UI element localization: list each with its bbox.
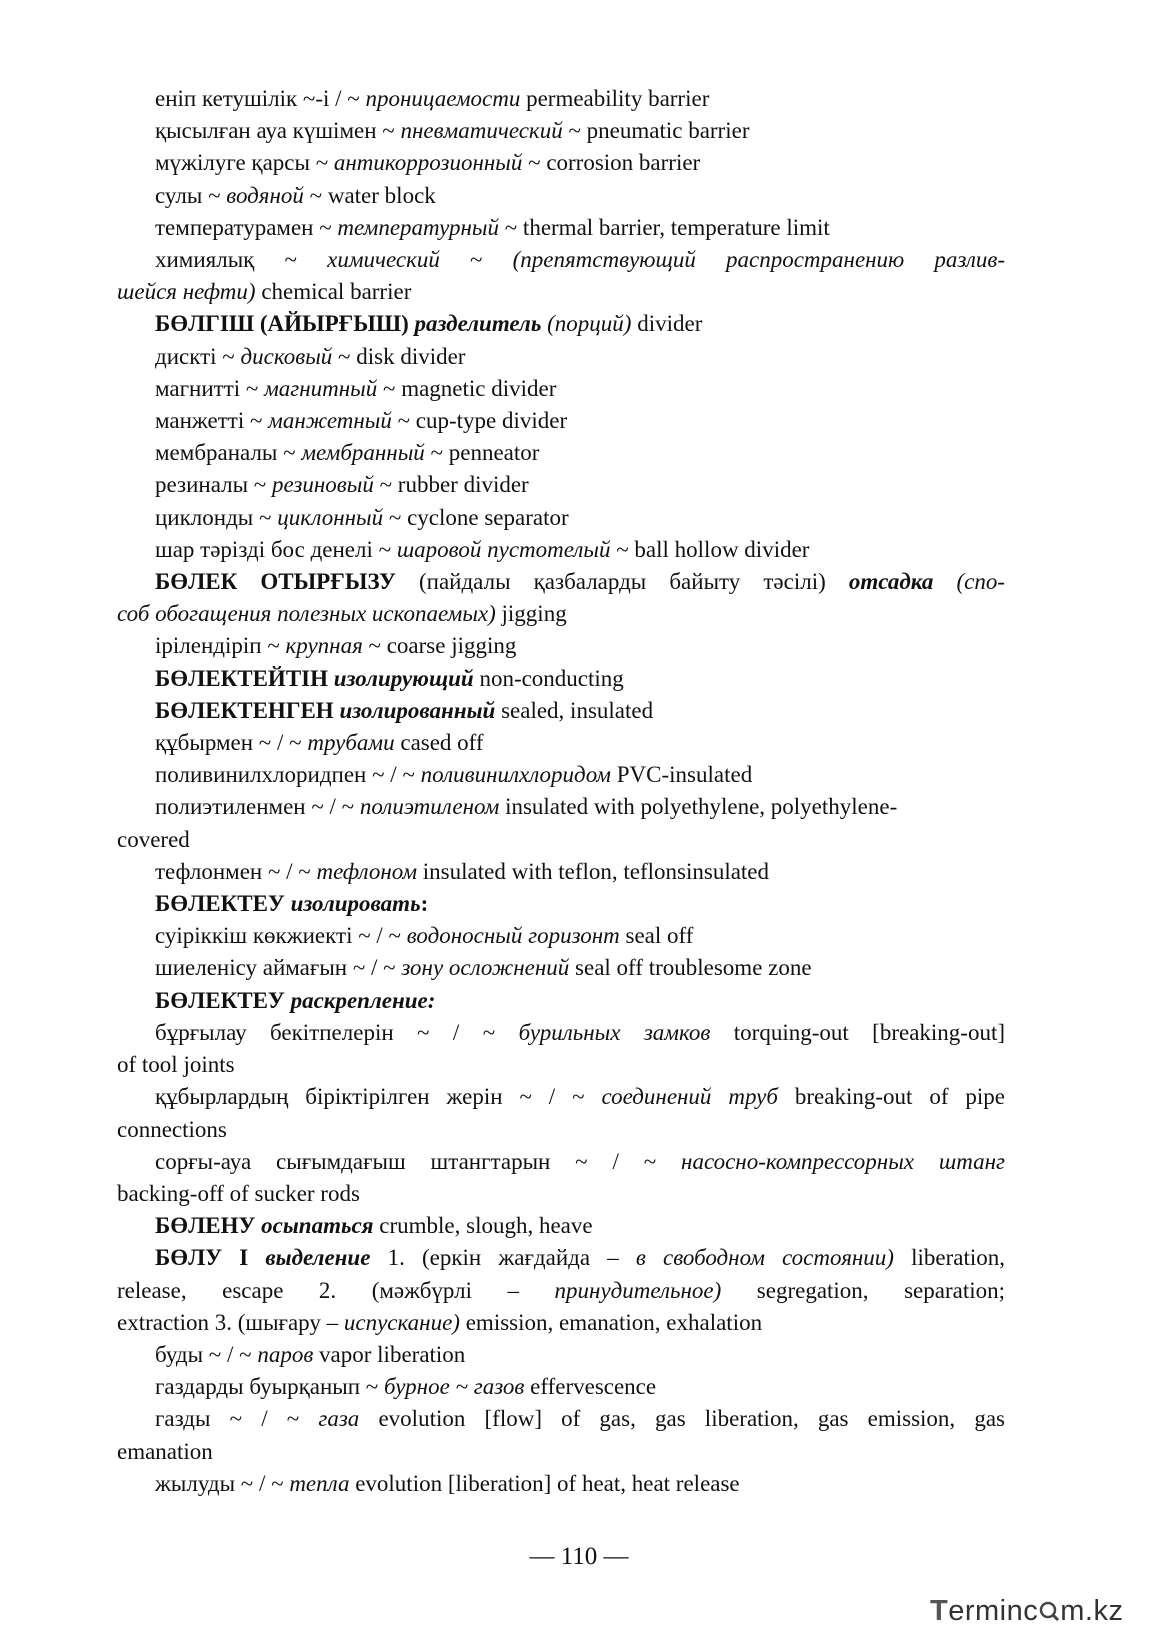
dictionary-line bbox=[117, 212, 1005, 244]
text-segment: полиэтиленом bbox=[359, 794, 500, 820]
text-segment: дисковый bbox=[240, 343, 333, 369]
text-segment: поливинилхлоридпен ~ / ~ bbox=[155, 762, 421, 788]
text-segment: БӨЛЕК ОТЫРҒЫЗУ bbox=[155, 569, 396, 595]
logo-magnifier-icon bbox=[1038, 1595, 1060, 1628]
text-segment: газдарды буырқанып ~ bbox=[155, 1374, 385, 1400]
dictionary-line bbox=[117, 598, 1005, 630]
dictionary-line bbox=[117, 373, 1005, 405]
dictionary-line bbox=[117, 759, 1005, 791]
dictionary-line bbox=[117, 1339, 1005, 1371]
text-segment: cased off bbox=[394, 730, 484, 756]
text-segment: изолирующий bbox=[333, 665, 474, 691]
text-segment: seal off troublesome zone bbox=[569, 955, 812, 981]
text-segment: ~ bbox=[439, 247, 513, 273]
dictionary-line bbox=[117, 856, 1005, 888]
dictionary-line bbox=[117, 695, 1005, 727]
text-segment: резиновый bbox=[271, 472, 374, 498]
text-segment: connections bbox=[117, 1116, 227, 1142]
dictionary-line bbox=[117, 952, 1005, 984]
dictionary-line bbox=[117, 1468, 1005, 1500]
text-segment: ~ pneumatic barrier bbox=[562, 118, 750, 144]
termincom-logo bbox=[930, 1595, 1150, 1637]
text-segment: температурный bbox=[337, 214, 499, 240]
dictionary-line bbox=[117, 180, 1005, 212]
dictionary-line bbox=[117, 276, 1005, 308]
text-segment: segregation, separation; bbox=[721, 1277, 1005, 1303]
text-segment: divider bbox=[631, 311, 703, 337]
text-segment: extraction 3. (шығару – bbox=[117, 1309, 344, 1335]
dictionary-line bbox=[117, 1049, 1005, 1081]
text-segment: газды ~ / ~ bbox=[155, 1406, 319, 1432]
text-segment: : bbox=[420, 891, 429, 917]
text-segment: құбырмен ~ / ~ bbox=[155, 730, 308, 756]
text-segment: crumble, slough, heave bbox=[373, 1213, 593, 1239]
text-segment: пневматический bbox=[400, 118, 563, 144]
text-segment: осыпаться bbox=[261, 1213, 374, 1239]
dictionary-line bbox=[117, 115, 1005, 147]
text-segment: insulated with polyethylene, polyethylene- bbox=[499, 794, 898, 820]
dictionary-line bbox=[117, 630, 1005, 662]
text-segment: ~ magnetic divider bbox=[377, 375, 557, 401]
dictionary-line bbox=[117, 1242, 1005, 1274]
text-segment: полиэтиленмен ~ / ~ bbox=[155, 794, 360, 820]
dictionary-line bbox=[117, 663, 1005, 695]
text-segment: насосно-компрессорных штанг bbox=[681, 1148, 1005, 1174]
text-segment: суіріккіш көкжиекті ~ / ~ bbox=[155, 923, 407, 949]
text-segment: ~ cyclone separator bbox=[383, 504, 569, 530]
dictionary-line bbox=[117, 791, 1005, 823]
text-segment: проницаемости bbox=[365, 86, 521, 111]
text-segment: магнитті ~ bbox=[155, 375, 265, 401]
text-segment: of tool joints bbox=[117, 1052, 235, 1078]
dictionary-line bbox=[117, 1403, 1005, 1435]
text-segment: циклонный bbox=[277, 504, 384, 530]
dictionary-line bbox=[117, 147, 1005, 179]
dictionary-line bbox=[117, 534, 1005, 566]
dictionary-page-body bbox=[117, 83, 1005, 1500]
text-segment: разделитель bbox=[414, 311, 542, 337]
text-segment: бурное ~ газов bbox=[384, 1374, 525, 1400]
text-segment: шейся нефти) bbox=[117, 279, 256, 305]
text-segment: циклонды ~ bbox=[155, 504, 278, 530]
dictionary-line bbox=[117, 1178, 1005, 1210]
dictionary-line bbox=[117, 1114, 1005, 1146]
logo-letter-t: T bbox=[930, 1595, 949, 1627]
text-segment: химический bbox=[327, 247, 440, 273]
text-segment: шар тәрізді бос денелі ~ bbox=[155, 536, 397, 562]
text-segment: в свободном состоянии) bbox=[635, 1245, 894, 1271]
logo-text-part2: m.kz bbox=[1060, 1595, 1124, 1627]
dictionary-line bbox=[117, 1146, 1005, 1178]
text-segment bbox=[933, 569, 956, 594]
text-segment: антикоррозионный bbox=[333, 150, 523, 176]
text-segment: соединений труб bbox=[601, 1084, 778, 1110]
text-segment: шиеленісу аймағын ~ / ~ bbox=[155, 955, 402, 981]
dictionary-line bbox=[117, 566, 1005, 598]
dictionary-line bbox=[117, 824, 1005, 856]
dictionary-line bbox=[117, 308, 1005, 340]
text-segment: мембраналы ~ bbox=[155, 440, 302, 466]
dictionary-line bbox=[117, 405, 1005, 437]
text-segment: liberation, bbox=[893, 1245, 1005, 1271]
text-segment: (спо- bbox=[956, 569, 1006, 595]
text-segment: бурильных замков bbox=[518, 1019, 711, 1045]
text-segment: химиялық ~ bbox=[155, 247, 328, 273]
text-segment: sealed, insulated bbox=[495, 697, 654, 723]
text-segment: БӨЛЕНУ bbox=[155, 1213, 262, 1239]
text-segment: принудительное) bbox=[554, 1277, 722, 1303]
text-segment: испускание) bbox=[343, 1309, 460, 1335]
text-segment: insulated with teflon, teflonsinsulated bbox=[417, 858, 770, 884]
dictionary-line bbox=[117, 502, 1005, 534]
dictionary-line bbox=[117, 1017, 1005, 1049]
text-segment: соб обогащения полезных ископаемых) bbox=[117, 601, 496, 627]
text-segment: permeability barrier bbox=[520, 86, 710, 111]
text-segment: emanation bbox=[117, 1438, 213, 1464]
text-segment: (порций) bbox=[547, 311, 632, 337]
text-segment: ~ coarse jigging bbox=[362, 633, 517, 659]
text-segment: effervescence bbox=[524, 1374, 657, 1400]
dictionary-line bbox=[117, 920, 1005, 952]
text-segment: тепла bbox=[289, 1470, 350, 1496]
dictionary-line bbox=[117, 1210, 1005, 1242]
dictionary-line bbox=[117, 985, 1005, 1017]
text-segment: ~ thermal barrier, temperature limit bbox=[498, 214, 830, 240]
text-segment: раскрепление: bbox=[290, 987, 436, 1013]
text-segment: БӨЛГІШ (АЙЫРҒЫШ) bbox=[155, 311, 415, 337]
text-segment: chemical barrier bbox=[255, 279, 412, 305]
text-segment: jigging bbox=[495, 601, 567, 627]
text-segment: жылуды ~ / ~ bbox=[155, 1470, 290, 1496]
text-segment: дискті ~ bbox=[155, 343, 241, 369]
text-segment: магнитный bbox=[264, 375, 378, 401]
text-segment: (пайдалы қазбаларды байыту тәсілі) bbox=[395, 569, 849, 595]
dictionary-line bbox=[117, 888, 1005, 920]
dictionary-line bbox=[117, 1081, 1005, 1113]
dictionary-line bbox=[117, 1275, 1005, 1307]
text-segment: ірілендіріп ~ bbox=[155, 633, 286, 659]
text-segment: БӨЛУ І bbox=[155, 1245, 266, 1271]
text-segment: газа bbox=[318, 1406, 360, 1432]
text-segment: крупная bbox=[285, 633, 363, 659]
text-segment: бұрғылау бекітпелерін ~ / ~ bbox=[155, 1019, 519, 1045]
text-segment: мүжілуге қарсы ~ bbox=[155, 150, 334, 176]
text-segment: seal off bbox=[619, 923, 694, 949]
text-segment: (препятствующий распространению разлив- bbox=[512, 247, 1005, 273]
text-segment: шаровой пустотелый bbox=[396, 536, 611, 562]
text-segment: ~ disk divider bbox=[332, 343, 466, 369]
text-segment: сорғы-ауа сығымдағыш штангтарын ~ / ~ bbox=[155, 1148, 682, 1174]
text-segment: водяной bbox=[226, 182, 304, 208]
text-segment: evolution [liberation] of heat, heat release bbox=[349, 1470, 740, 1496]
text-segment: PVC-insulated bbox=[611, 762, 753, 788]
text-segment: breaking-out of pipe bbox=[777, 1084, 1005, 1110]
logo-text-part1: erminc bbox=[948, 1595, 1039, 1627]
dictionary-line bbox=[117, 727, 1005, 759]
dictionary-line bbox=[117, 244, 1005, 276]
text-segment: трубами bbox=[307, 730, 395, 756]
text-segment: отсадка bbox=[848, 569, 934, 595]
dictionary-line bbox=[117, 1371, 1005, 1403]
text-segment: covered bbox=[117, 826, 190, 852]
text-segment: БӨЛЕКТЕЙТІН bbox=[155, 665, 334, 691]
text-segment: ~ cup-type divider bbox=[391, 408, 568, 434]
text-segment: 1. (еркін жағдайда – bbox=[370, 1245, 636, 1271]
dictionary-line bbox=[117, 83, 1005, 115]
text-segment: еніп кетушілік ~-і / ~ bbox=[155, 86, 366, 111]
text-segment: torquing-out [breaking-out] bbox=[710, 1019, 1005, 1045]
text-segment: манжетный bbox=[268, 408, 392, 434]
text-segment: ~ penneator bbox=[424, 440, 540, 466]
text-segment: backing-off of sucker rods bbox=[117, 1180, 360, 1206]
text-segment: мембранный bbox=[301, 440, 425, 466]
text-segment: манжетті ~ bbox=[155, 408, 269, 434]
text-segment: release, escape 2. (мәжбүрлі – bbox=[117, 1277, 555, 1303]
text-segment: emission, emanation, exhalation bbox=[459, 1309, 763, 1335]
text-segment: тефлоном bbox=[316, 858, 418, 884]
text-segment: БӨЛЕКТЕУ bbox=[155, 891, 291, 917]
text-segment: зону осложнений bbox=[401, 955, 570, 981]
text-segment: БӨЛЕКТЕНГЕН bbox=[155, 697, 340, 723]
text-segment: сулы ~ bbox=[155, 182, 227, 208]
text-segment: ~ ball hollow divider bbox=[610, 536, 810, 562]
text-segment: evolution [flow] of gas, gas liberation, gas emission, gas bbox=[359, 1406, 1005, 1432]
text-segment: температурамен ~ bbox=[155, 214, 338, 240]
text-segment: паров bbox=[257, 1341, 314, 1367]
text-segment: буды ~ / ~ bbox=[155, 1341, 258, 1367]
text-segment: изолированный bbox=[339, 697, 496, 723]
text-segment: ~ water block bbox=[303, 182, 436, 208]
text-segment: БӨЛЕКТЕУ bbox=[155, 987, 291, 1013]
text-segment: қысылған ауа күшімен ~ bbox=[155, 118, 401, 144]
text-segment: выделение bbox=[265, 1245, 371, 1271]
text-segment: vapor liberation bbox=[313, 1341, 466, 1367]
text-segment: ~ corrosion barrier bbox=[522, 150, 701, 176]
dictionary-line bbox=[117, 1307, 1005, 1339]
dictionary-line bbox=[117, 341, 1005, 373]
text-segment: поливинилхлоридом bbox=[420, 762, 611, 788]
text-segment: изолировать bbox=[290, 891, 421, 917]
text-segment: құбырлардың біріктірілген жерін ~ / ~ bbox=[155, 1084, 602, 1110]
text-segment: non-conducting bbox=[473, 665, 624, 691]
page-number: — 110 — bbox=[529, 1543, 629, 1570]
text-segment: тефлонмен ~ / ~ bbox=[155, 858, 317, 884]
dictionary-line bbox=[117, 1436, 1005, 1468]
dictionary-line bbox=[117, 437, 1005, 469]
text-segment: водоносный горизонт bbox=[406, 923, 620, 949]
text-segment: резиналы ~ bbox=[155, 472, 272, 498]
text-segment: ~ rubber divider bbox=[373, 472, 529, 498]
dictionary-line bbox=[117, 469, 1005, 501]
